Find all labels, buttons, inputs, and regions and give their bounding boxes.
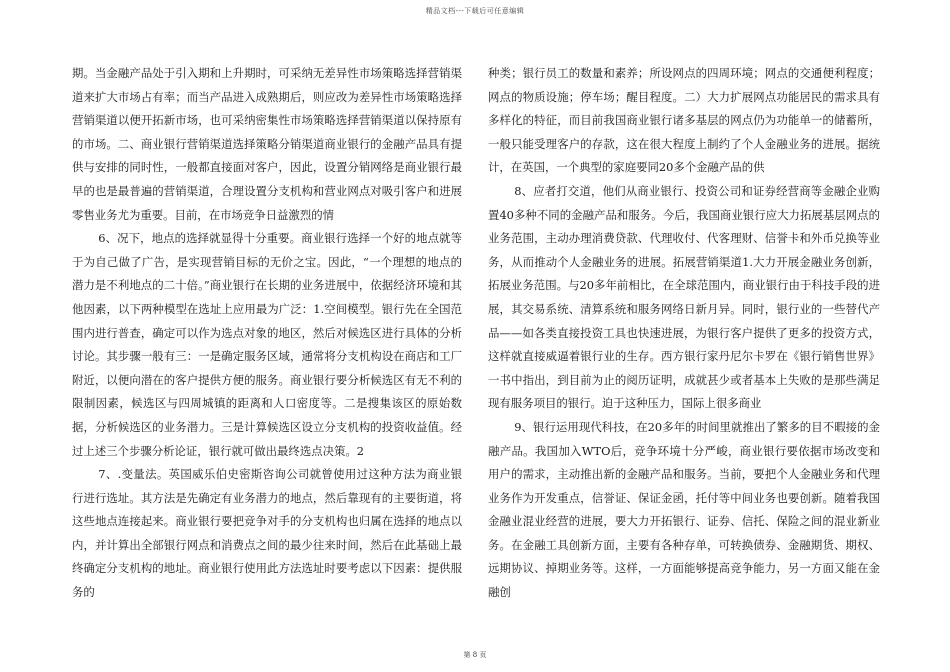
paragraph: 8、应者打交道，他们从商业银行、投资公司和证券经营商等金融企业购置40多种不同的金融产品和服务。今后，我国商业银行应大力拓展基层网点的业务范围，主动办理消费贷款、代理收付、代客理财、信誉卡和外币兑换等业务，从而推动个人金融业务的进展。拓展营销渠道1.大力开展金融业务创新，拓展业务范围。与20多年前相比，在全球范围内，商业银行由于科技手段的进展，其交易系统、清算系统和服务网络日新月异。同时，银行业的一些替代产品——如各类直接投资工具也快速进展，为银行客户提供了更多的投资方式，这样就直接威逼着银行业的生存。西方银行家丹尼尔卡罗在《银行销售世界》一书中指出，到目前为止的阅历证明，成就甚少或者基本上失败的是那些满足现有服务项目的银行。迫于这种压力，国际上很多商业 [488,183,880,411]
paragraph: 6、况下，地点的选择就显得十分重要。商业银行选择一个好的地点就等于为自己做了广告，是实现营销目标的无价之宝。因此，“一个理想的地点的潜力是不利地点的二十倍。”商业银行在长期的业务进展中，依据经济环境和其他因素，以下两种模型在选址上应用最为广泛：1.空间模型。银行先在全国范围内进行普查，确定可以作为选点对象的地区，然后对候选区进行具体的分析讨论。其步骤一般有三：一是确定服务区域，通常将分支机构设在商店和工厂附近，以便向潜在的客户提供方便的服务。商业银行要分析候选区有无不利的限制因素，候选区与四周城镇的距离和人口密度等。二是搜集该区的原始数据，分析候选区的业务潜力。三是计算候选区设立分支机构的投资收益值。经过上述三个步骤分析论证，银行就可做出最终选点决策。2 [72,231,462,458]
paragraph: 期。当金融产品处于引入期和上升期时，可采纳无差异性市场策略选择营销渠道来扩大市场占有率；而当产品进入成熟期后，则应改为差异性市场策略选择营销渠道以便开拓新市场，也可采纳密集性市场策略选择营销渠道以保持原有的市场。二、商业银行营销渠道选择策略分销渠道商业银行的金融产品具有提供与安排的同时性，一般都直接面对客户，因此，设置分销网络是商业银行最早的也是最普遍的营销渠道，合理设置分支机构和营业网点对吸引客户和进展零售业务尤为重要。目前，在市场竞争日益激烈的情 [72,66,462,222]
paragraph: 种类；银行员工的数量和素养；所设网点的四周环境；网点的交通便利程度；网点的物质设施；停车场；醒目程度。二）大力扩展网点功能居民的需求具有多样化的特征，而目前我国商业银行诸多基层的网点仍为功能单一的储蓄所，一般只能受理客户的存款，这在很大程度上制约了个人金融业务的进展。据统计，在英国，一个典型的家庭要同20多个金融产品的供 [488,66,880,175]
page-number: 第 8 页 [463,651,487,659]
paragraph: 7、.变量法。英国威乐伯史密斯咨询公司就曾使用过这种方法为商业银行进行选址。其方法是先确定有业务潜力的地点，然后靠现有的主要街道，将这些地点连接起来。商业银行要把竞争对手的分支机构也归属在选择的地点以内，并计算出全部银行网点和消费点之间的最少往来时间，然后在此基础上最终确定分支机构的地址。商业银行使用此方法选址时要考虑以下因素：提供服务的 [72,467,462,600]
page-header: 精品文档---下载后可任意编辑 [425,7,525,15]
right-column [488,62,880,605]
left-column [72,62,462,605]
paragraph: 9、银行运用现代科技，在20多年的时间里就推出了繁多的目不暇接的金融产品。我国加入WTO后，竞争环境十分严峻，商业银行要依据市场改变和用户的需求，主动推出新的金融产品和服务。当前，要把个人金融业务和代理业务作为开发重点，信誉证、保证金函，托付等中间业务也要创新。随着我国金融业混业经营的进展，要大力开拓银行、证券、信托、保险之间的混业新业务。在金融工具创新方面，主要有各种存单，可转换债券、金融期货、期权、远期协议、掉期业务等。这样，一方面能够提高竞争能力，另一方面又能在金融创 [488,419,880,600]
